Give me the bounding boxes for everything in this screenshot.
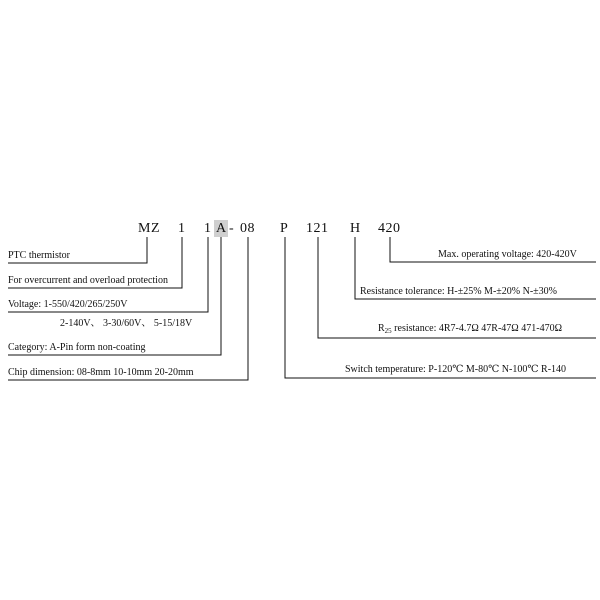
code-dash: - (229, 221, 235, 236)
label-category: Category: A-Pin form non-coating (8, 342, 146, 353)
label-voltage-line1: Voltage: 1-550/420/265/250V (8, 299, 128, 310)
label-ptc-thermistor: PTC thermistor (8, 250, 70, 261)
code-p: P (280, 221, 289, 236)
code-1-second: 1 (204, 221, 212, 236)
label-max-voltage: Max. operating voltage: 420-420V (438, 249, 577, 260)
code-420: 420 (378, 221, 401, 236)
r25-prefix: R (378, 323, 385, 334)
label-tolerance: Resistance tolerance: H-±25% M-±20% N-±30% (360, 286, 557, 297)
label-switch-temperature: Switch temperature: P-120℃ M-80℃ N-100℃ R-140 (345, 364, 567, 375)
code-a: A (216, 221, 227, 236)
label-chip-dimension: Chip dimension: 08-8mm 10-10mm 20-20mm (8, 367, 194, 378)
label-r25-resistance (378, 323, 562, 337)
label-protection: For overcurrent and overload protection (8, 275, 168, 286)
code-mz: MZ (138, 221, 160, 236)
r25-text: resistance: 4R7-4.7Ω 47R-47Ω 471-470Ω (391, 323, 562, 334)
label-voltage-line2: 2-140V、 3-30/60V、 5-15/18V (60, 318, 193, 329)
code-h: H (350, 221, 361, 236)
r25-subscript: 25 (384, 327, 392, 335)
code-1-first: 1 (178, 221, 186, 236)
code-08: 08 (240, 221, 255, 236)
code-121: 121 (306, 221, 329, 236)
